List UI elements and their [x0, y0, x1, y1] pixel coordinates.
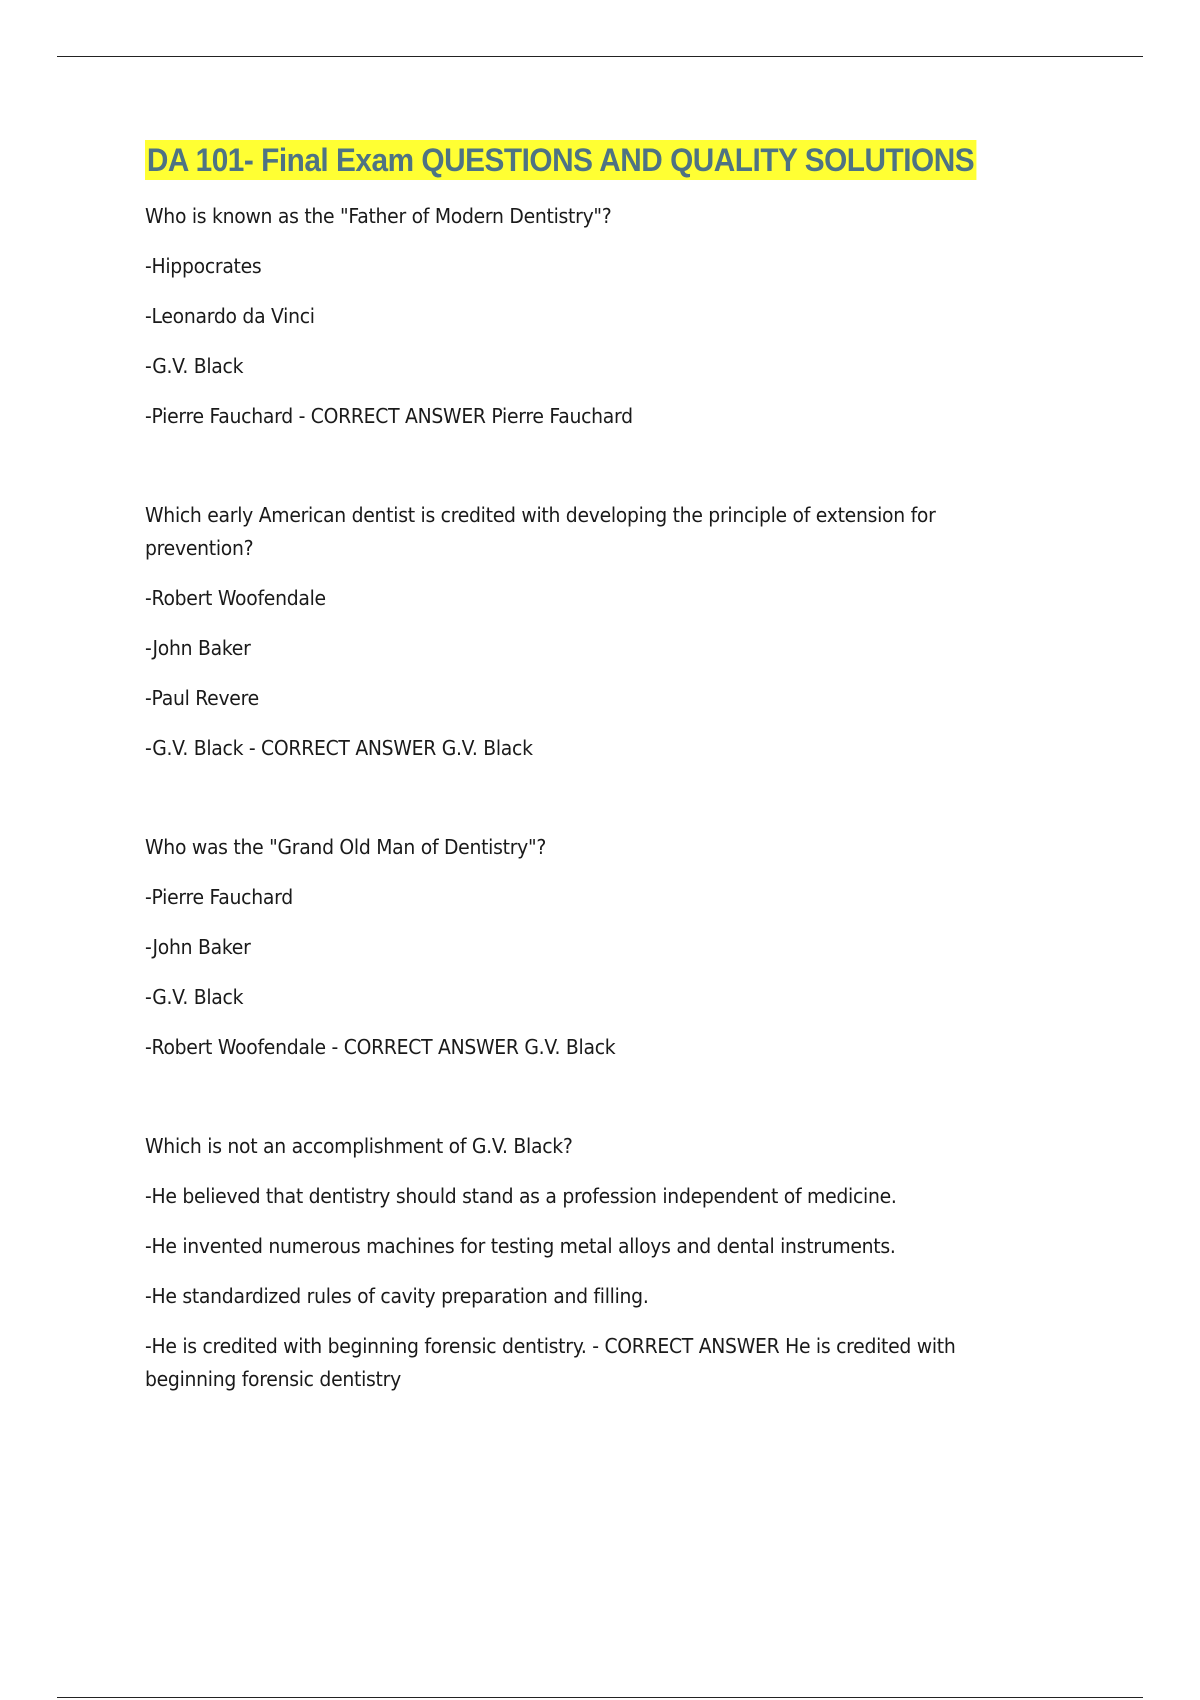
- question-text: Who was the "Grand Old Man of Dentistry"?: [145, 835, 547, 859]
- bottom-divider: [57, 1697, 1143, 1698]
- answer-option-correct: -He is credited with beginning forensic dentistry. - CORRECT ANSWER He is credited with beginning forensic dentistry: [145, 1334, 956, 1391]
- document-body: [145, 140, 1045, 1413]
- document-title: DA 101- Final Exam QUESTIONS AND QUALITY SOLUTIONS: [146, 142, 975, 178]
- answer-option-correct: -Pierre Fauchard - CORRECT ANSWER Pierre Fauchard: [145, 404, 633, 428]
- answer-option-correct: -Robert Woofendale - CORRECT ANSWER G.V. Black: [145, 1035, 616, 1059]
- answer-option: -Robert Woofendale: [145, 586, 326, 610]
- question-text: Which early American dentist is credited with developing the principle of extension for prevention?: [145, 503, 936, 560]
- answer-option-correct: -G.V. Black - CORRECT ANSWER G.V. Black: [145, 736, 533, 760]
- question-text: Who is known as the "Father of Modern Dentistry"?: [145, 204, 612, 228]
- answer-option: -He invented numerous machines for testing metal alloys and dental instruments.: [145, 1234, 896, 1258]
- question-block: [145, 1130, 1045, 1396]
- question-block: [145, 499, 1045, 765]
- answer-option: -Hippocrates: [145, 254, 262, 278]
- question-block: [145, 831, 1045, 1064]
- answer-option: -John Baker: [145, 935, 251, 959]
- question-block: [145, 200, 1045, 433]
- answer-option: -G.V. Black: [145, 985, 244, 1009]
- answer-option: -G.V. Black: [145, 354, 244, 378]
- answer-option: -Paul Revere: [145, 686, 259, 710]
- question-text: Which is not an accomplishment of G.V. Black?: [145, 1134, 573, 1158]
- answer-option: -He standardized rules of cavity preparation and filling.: [145, 1284, 649, 1308]
- top-divider: [57, 56, 1143, 57]
- answer-option: -John Baker: [145, 636, 251, 660]
- answer-option: -He believed that dentistry should stand as a profession independent of medicine.: [145, 1184, 897, 1208]
- answer-option: -Pierre Fauchard: [145, 885, 293, 909]
- answer-option: -Leonardo da Vinci: [145, 304, 315, 328]
